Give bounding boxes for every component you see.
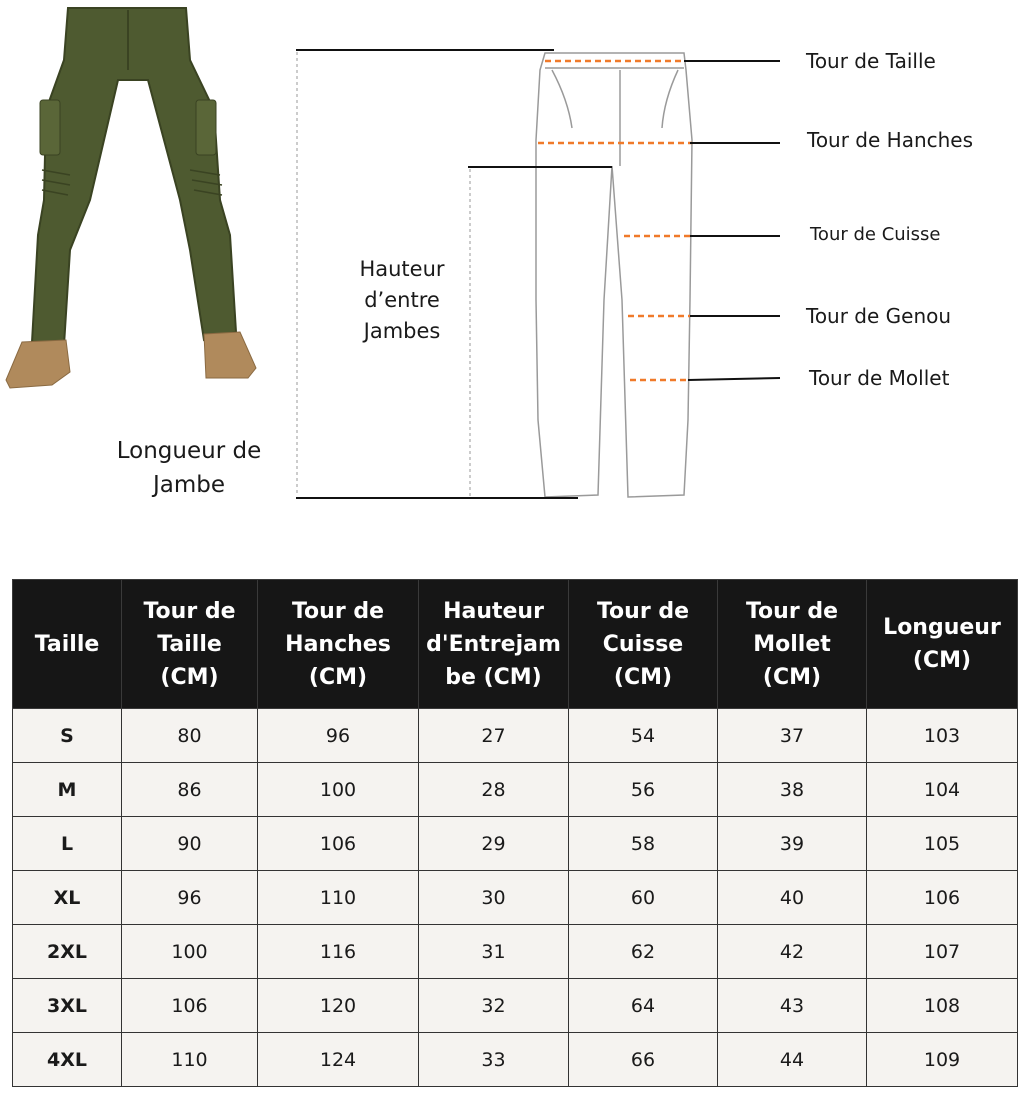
table-cell: 43 xyxy=(718,979,867,1033)
table-row xyxy=(13,979,1018,1033)
header-line: d'Entrejam xyxy=(426,631,561,657)
size-table xyxy=(12,579,1018,1087)
knee-label: Tour de Genou xyxy=(806,304,952,328)
hips-label: Tour de Hanches xyxy=(807,128,974,152)
table-cell: 80 xyxy=(122,709,258,763)
header-line: (CM) xyxy=(308,664,368,690)
header-line: (CM) xyxy=(912,648,972,673)
inseam-label-line3: Jambes xyxy=(363,319,441,343)
header-line: Tour de xyxy=(745,598,839,624)
table-cell: 100 xyxy=(122,925,258,979)
inseam-label xyxy=(340,254,464,347)
table-row xyxy=(13,1033,1018,1087)
leg-length-label-line1: Longueur de xyxy=(116,438,262,464)
table-body xyxy=(13,709,1018,1087)
table-row xyxy=(13,763,1018,817)
size-cell: XL xyxy=(13,871,122,925)
table-cell: 104 xyxy=(867,763,1018,817)
right-boot xyxy=(204,332,256,378)
table-cell: 100 xyxy=(258,763,419,817)
table-cell: 62 xyxy=(569,925,718,979)
header-line: Cuisse xyxy=(602,631,684,657)
header-length xyxy=(867,580,1018,709)
header-line: Taille xyxy=(34,631,100,657)
table-cell: 96 xyxy=(122,871,258,925)
table-cell: 54 xyxy=(569,709,718,763)
table-cell: 28 xyxy=(419,763,569,817)
table-cell: 110 xyxy=(258,871,419,925)
header-calf xyxy=(718,580,867,709)
table-cell: 109 xyxy=(867,1033,1018,1087)
table-cell: 58 xyxy=(569,817,718,871)
table-cell: 29 xyxy=(419,817,569,871)
leg-length-label xyxy=(96,434,282,502)
table-cell: 32 xyxy=(419,979,569,1033)
leg-length-label-line2: Jambe xyxy=(152,472,226,498)
measurement-guides xyxy=(538,61,692,380)
size-cell: L xyxy=(13,817,122,871)
table-cell: 86 xyxy=(122,763,258,817)
table-row xyxy=(13,871,1018,925)
table-cell: 107 xyxy=(867,925,1018,979)
table-cell: 66 xyxy=(569,1033,718,1087)
header-thigh xyxy=(569,580,718,709)
header-line: (CM) xyxy=(160,664,219,690)
pants-body xyxy=(32,8,236,345)
size-cell: 4XL xyxy=(13,1033,122,1087)
size-cell: 3XL xyxy=(13,979,122,1033)
table-cell: 44 xyxy=(718,1033,867,1087)
table-cell: 37 xyxy=(718,709,867,763)
header-line: (CM) xyxy=(762,664,822,690)
header-line: Taille xyxy=(157,631,222,657)
waist-label: Tour de Taille xyxy=(806,49,936,73)
left-boot xyxy=(6,340,70,388)
header-line: Mollet xyxy=(753,631,831,657)
table-cell: 120 xyxy=(258,979,419,1033)
header-size xyxy=(13,580,122,709)
header-line: Tour de xyxy=(143,598,236,624)
table-row xyxy=(13,817,1018,871)
table-cell: 30 xyxy=(419,871,569,925)
table-cell: 31 xyxy=(419,925,569,979)
table-cell: 42 xyxy=(718,925,867,979)
table-cell: 124 xyxy=(258,1033,419,1087)
table-cell: 105 xyxy=(867,817,1018,871)
thigh-label: Tour de Cuisse xyxy=(810,224,941,245)
table-cell: 110 xyxy=(122,1033,258,1087)
pants-outline xyxy=(536,53,692,497)
table-cell: 38 xyxy=(718,763,867,817)
table-cell: 27 xyxy=(419,709,569,763)
header-line: Tour de xyxy=(596,598,690,624)
table-cell: 39 xyxy=(718,817,867,871)
pants-photo xyxy=(6,8,256,388)
table-cell: 103 xyxy=(867,709,1018,763)
header-line: Longueur xyxy=(883,615,1001,640)
header-line: Hauteur xyxy=(443,598,544,624)
table-cell: 106 xyxy=(122,979,258,1033)
table-cell: 90 xyxy=(122,817,258,871)
table-cell: 106 xyxy=(867,871,1018,925)
calf-label: Tour de Mollet xyxy=(809,366,950,390)
inseam-label-line1: Hauteur xyxy=(359,257,445,281)
header-line: Tour de xyxy=(291,598,385,624)
header-line: be (CM) xyxy=(445,664,542,690)
table-cell: 60 xyxy=(569,871,718,925)
header-line: (CM) xyxy=(613,664,673,690)
table-header-row xyxy=(13,580,1018,709)
table-cell: 40 xyxy=(718,871,867,925)
table-cell: 56 xyxy=(569,763,718,817)
table-row xyxy=(13,709,1018,763)
table-row xyxy=(13,925,1018,979)
size-cell: S xyxy=(13,709,122,763)
header-waist xyxy=(122,580,258,709)
size-cell: M xyxy=(13,763,122,817)
table-cell: 106 xyxy=(258,817,419,871)
table-cell: 96 xyxy=(258,709,419,763)
header-line: Hanches xyxy=(285,631,391,657)
table-cell: 108 xyxy=(867,979,1018,1033)
header-hips xyxy=(258,580,419,709)
inseam-label-line2: d’entre xyxy=(364,288,440,312)
table-cell: 116 xyxy=(258,925,419,979)
size-cell: 2XL xyxy=(13,925,122,979)
header-inseam xyxy=(419,580,569,709)
table-cell: 33 xyxy=(419,1033,569,1087)
table-cell: 64 xyxy=(569,979,718,1033)
